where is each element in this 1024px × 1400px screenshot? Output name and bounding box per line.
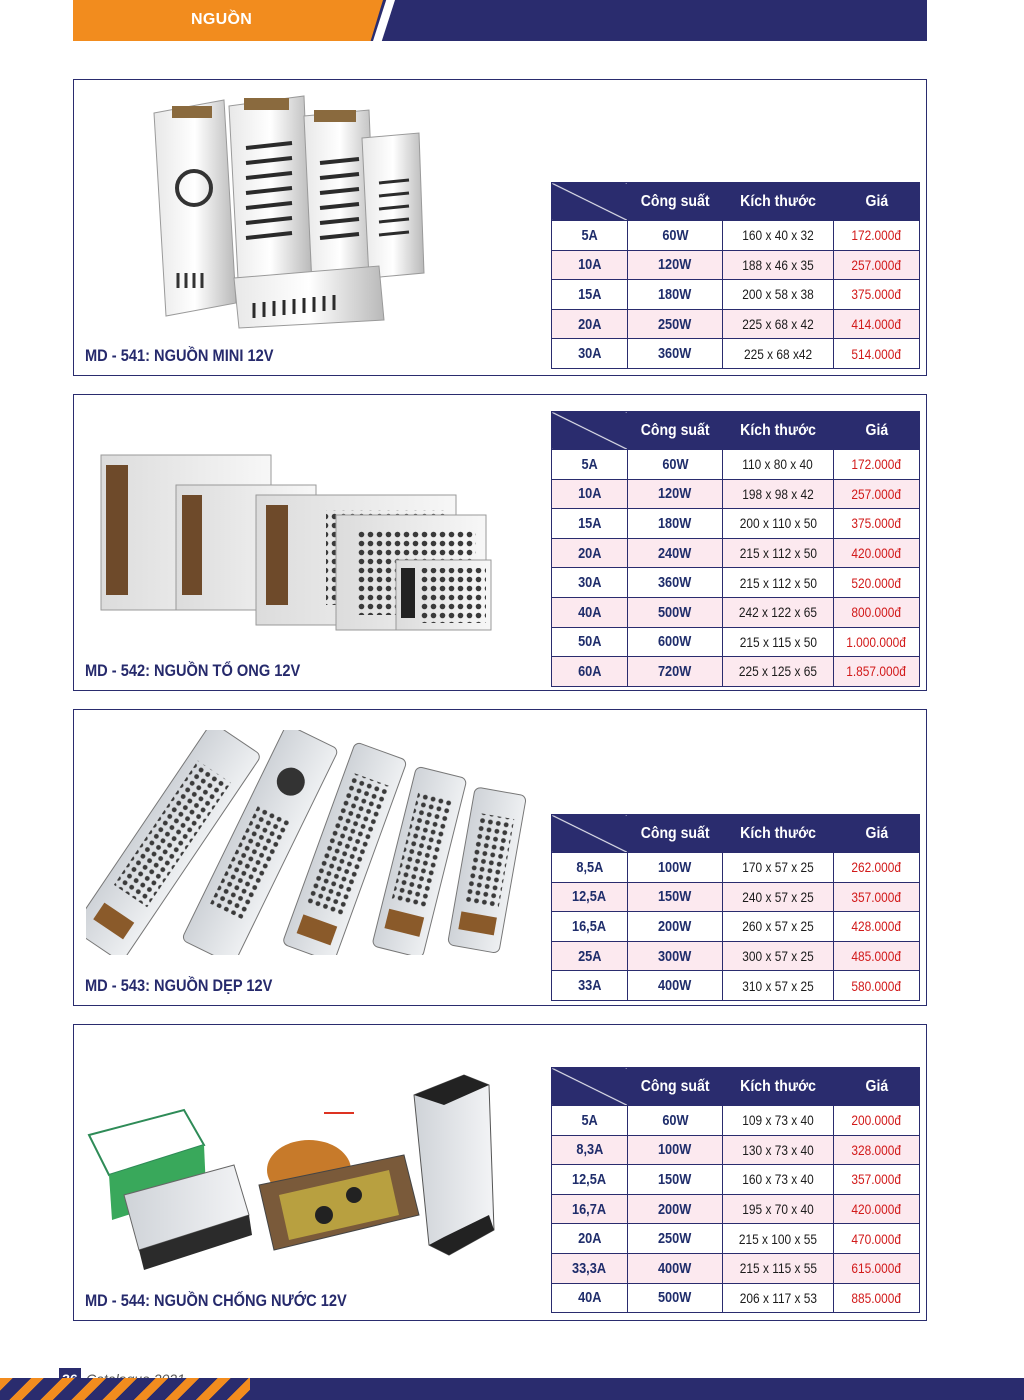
price-cell: 485.000đ bbox=[834, 941, 920, 971]
power-cell: 240W bbox=[628, 538, 723, 568]
current-cell: 5A bbox=[552, 1106, 628, 1136]
current-cell: 16,7A bbox=[552, 1194, 628, 1224]
product-name: MD - 544: NGUỒN CHỐNG NƯỚC 12V bbox=[85, 1291, 347, 1310]
current-cell: 8,5A bbox=[552, 853, 628, 883]
price-cell: 375.000đ bbox=[834, 509, 920, 539]
size-cell: 300 x 57 x 25 bbox=[723, 941, 834, 971]
header-corner-cell bbox=[552, 183, 628, 221]
table-row bbox=[552, 509, 920, 539]
size-cell: 240 x 57 x 25 bbox=[723, 882, 834, 912]
price-cell: 520.000đ bbox=[834, 568, 920, 598]
product-name: MD - 541: NGUỒN MINI 12V bbox=[85, 346, 274, 365]
size-cell: 109 x 73 x 40 bbox=[723, 1106, 834, 1136]
header-corner-cell bbox=[552, 1068, 628, 1106]
current-cell: 16,5A bbox=[552, 912, 628, 942]
size-cell: 200 x 58 x 38 bbox=[723, 280, 834, 310]
product-card-md-542 bbox=[73, 394, 927, 691]
table-row bbox=[552, 882, 920, 912]
price-cell: 262.000đ bbox=[834, 853, 920, 883]
current-cell: 15A bbox=[552, 280, 628, 310]
table-row bbox=[552, 309, 920, 339]
price-cell: 514.000đ bbox=[834, 339, 920, 369]
current-cell: 40A bbox=[552, 597, 628, 627]
size-cell: 242 x 122 x 65 bbox=[723, 597, 834, 627]
current-cell: 15A bbox=[552, 509, 628, 539]
current-cell: 20A bbox=[552, 309, 628, 339]
power-cell: 150W bbox=[628, 1165, 723, 1195]
table-row bbox=[552, 1194, 920, 1224]
price-cell: 800.000đ bbox=[834, 597, 920, 627]
power-cell: 500W bbox=[628, 1283, 723, 1313]
table-row bbox=[552, 221, 920, 251]
slim-power-supply-image bbox=[86, 730, 526, 955]
power-cell: 180W bbox=[628, 280, 723, 310]
power-cell: 300W bbox=[628, 941, 723, 971]
price-cell: 428.000đ bbox=[834, 912, 920, 942]
size-cell: 215 x 100 x 55 bbox=[723, 1224, 834, 1254]
size-cell: 110 x 80 x 40 bbox=[723, 450, 834, 480]
table-row bbox=[552, 853, 920, 883]
price-cell: 580.000đ bbox=[834, 971, 920, 1001]
table-row bbox=[552, 657, 920, 687]
section-header bbox=[73, 0, 927, 41]
size-cell: 195 x 70 x 40 bbox=[723, 1194, 834, 1224]
price-cell: 414.000đ bbox=[834, 309, 920, 339]
price-cell: 328.000đ bbox=[834, 1135, 920, 1165]
table-row bbox=[552, 941, 920, 971]
size-cell: 206 x 117 x 53 bbox=[723, 1283, 834, 1313]
power-cell: 150W bbox=[628, 882, 723, 912]
power-cell: 600W bbox=[628, 627, 723, 657]
table-row bbox=[552, 1224, 920, 1254]
header-price: Giá bbox=[834, 412, 920, 450]
size-cell: 198 x 98 x 42 bbox=[723, 479, 834, 509]
header-corner-cell bbox=[552, 815, 628, 853]
power-cell: 200W bbox=[628, 1194, 723, 1224]
size-cell: 225 x 125 x 65 bbox=[723, 657, 834, 687]
price-cell: 257.000đ bbox=[834, 479, 920, 509]
power-cell: 200W bbox=[628, 912, 723, 942]
size-cell: 215 x 112 x 50 bbox=[723, 568, 834, 598]
current-cell: 30A bbox=[552, 339, 628, 369]
table-row bbox=[552, 1135, 920, 1165]
table-header-row bbox=[552, 1068, 920, 1106]
header-size: Kích thước bbox=[723, 183, 834, 221]
product-name: MD - 543: NGUỒN DẸP 12V bbox=[85, 976, 273, 995]
power-cell: 720W bbox=[628, 657, 723, 687]
header-size: Kích thước bbox=[723, 1068, 834, 1106]
price-cell: 172.000đ bbox=[834, 221, 920, 251]
header-corner-cell bbox=[552, 412, 628, 450]
power-cell: 120W bbox=[628, 479, 723, 509]
size-cell: 260 x 57 x 25 bbox=[723, 912, 834, 942]
size-cell: 215 x 115 x 55 bbox=[723, 1253, 834, 1283]
honeycomb-power-supply-image bbox=[96, 440, 496, 640]
table-row bbox=[552, 1253, 920, 1283]
header-power: Công suất bbox=[628, 412, 723, 450]
power-cell: 250W bbox=[628, 1224, 723, 1254]
size-cell: 225 x 68 x 42 bbox=[723, 309, 834, 339]
size-cell: 170 x 57 x 25 bbox=[723, 853, 834, 883]
price-cell: 420.000đ bbox=[834, 1194, 920, 1224]
spec-table bbox=[551, 182, 920, 369]
price-cell: 615.000đ bbox=[834, 1253, 920, 1283]
spec-table bbox=[551, 411, 920, 687]
power-cell: 400W bbox=[628, 971, 723, 1001]
price-cell: 357.000đ bbox=[834, 882, 920, 912]
spec-table bbox=[551, 814, 920, 1001]
table-row bbox=[552, 450, 920, 480]
table-row bbox=[552, 479, 920, 509]
size-cell: 188 x 46 x 35 bbox=[723, 250, 834, 280]
header-size: Kích thước bbox=[723, 815, 834, 853]
table-row bbox=[552, 568, 920, 598]
price-cell: 420.000đ bbox=[834, 538, 920, 568]
header-power: Công suất bbox=[628, 183, 723, 221]
current-cell: 12,5A bbox=[552, 1165, 628, 1195]
table-header-row bbox=[552, 815, 920, 853]
product-name: MD - 542: NGUỒN TỔ ONG 12V bbox=[85, 661, 301, 680]
current-cell: 40A bbox=[552, 1283, 628, 1313]
current-cell: 20A bbox=[552, 1224, 628, 1254]
table-row bbox=[552, 339, 920, 369]
power-cell: 100W bbox=[628, 853, 723, 883]
size-cell: 160 x 73 x 40 bbox=[723, 1165, 834, 1195]
header-price: Giá bbox=[834, 1068, 920, 1106]
power-cell: 400W bbox=[628, 1253, 723, 1283]
footer-band bbox=[0, 1378, 1024, 1400]
table-row bbox=[552, 1106, 920, 1136]
spec-table bbox=[551, 1067, 920, 1313]
current-cell: 50A bbox=[552, 627, 628, 657]
product-card-md-541 bbox=[73, 79, 927, 376]
current-cell: 60A bbox=[552, 657, 628, 687]
power-cell: 500W bbox=[628, 597, 723, 627]
size-cell: 215 x 115 x 50 bbox=[723, 627, 834, 657]
current-cell: 5A bbox=[552, 450, 628, 480]
size-cell: 225 x 68 x42 bbox=[723, 339, 834, 369]
price-cell: 375.000đ bbox=[834, 280, 920, 310]
current-cell: 33,3A bbox=[552, 1253, 628, 1283]
table-row bbox=[552, 971, 920, 1001]
price-cell: 257.000đ bbox=[834, 250, 920, 280]
power-cell: 180W bbox=[628, 509, 723, 539]
current-cell: 30A bbox=[552, 568, 628, 598]
header-price: Giá bbox=[834, 183, 920, 221]
product-card-md-544 bbox=[73, 1024, 927, 1321]
current-cell: 33A bbox=[552, 971, 628, 1001]
waterproof-power-supply-image bbox=[84, 1065, 524, 1275]
footer-stripes bbox=[0, 1378, 260, 1400]
table-row bbox=[552, 627, 920, 657]
price-cell: 200.000đ bbox=[834, 1106, 920, 1136]
header-size: Kích thước bbox=[723, 412, 834, 450]
power-cell: 360W bbox=[628, 568, 723, 598]
price-cell: 885.000đ bbox=[834, 1283, 920, 1313]
power-cell: 60W bbox=[628, 450, 723, 480]
size-cell: 160 x 40 x 32 bbox=[723, 221, 834, 251]
table-header-row bbox=[552, 412, 920, 450]
table-row bbox=[552, 1283, 920, 1313]
mini-power-supply-image bbox=[144, 88, 434, 333]
price-cell: 470.000đ bbox=[834, 1224, 920, 1254]
header-power: Công suất bbox=[628, 1068, 723, 1106]
product-card-md-543 bbox=[73, 709, 927, 1006]
power-cell: 100W bbox=[628, 1135, 723, 1165]
current-cell: 25A bbox=[552, 941, 628, 971]
power-cell: 360W bbox=[628, 339, 723, 369]
table-header-row bbox=[552, 183, 920, 221]
size-cell: 130 x 73 x 40 bbox=[723, 1135, 834, 1165]
price-cell: 1.857.000đ bbox=[834, 657, 920, 687]
current-cell: 5A bbox=[552, 221, 628, 251]
power-cell: 60W bbox=[628, 221, 723, 251]
header-power: Công suất bbox=[628, 815, 723, 853]
size-cell: 310 x 57 x 25 bbox=[723, 971, 834, 1001]
power-cell: 60W bbox=[628, 1106, 723, 1136]
current-cell: 8,3A bbox=[552, 1135, 628, 1165]
price-cell: 172.000đ bbox=[834, 450, 920, 480]
header-price: Giá bbox=[834, 815, 920, 853]
current-cell: 12,5A bbox=[552, 882, 628, 912]
price-cell: 1.000.000đ bbox=[834, 627, 920, 657]
table-row bbox=[552, 250, 920, 280]
current-cell: 10A bbox=[552, 479, 628, 509]
size-cell: 200 x 110 x 50 bbox=[723, 509, 834, 539]
power-cell: 120W bbox=[628, 250, 723, 280]
table-row bbox=[552, 912, 920, 942]
section-title: NGUỒN bbox=[191, 11, 253, 28]
table-row bbox=[552, 280, 920, 310]
table-row bbox=[552, 538, 920, 568]
table-row bbox=[552, 1165, 920, 1195]
current-cell: 10A bbox=[552, 250, 628, 280]
current-cell: 20A bbox=[552, 538, 628, 568]
power-cell: 250W bbox=[628, 309, 723, 339]
price-cell: 357.000đ bbox=[834, 1165, 920, 1195]
size-cell: 215 x 112 x 50 bbox=[723, 538, 834, 568]
table-row bbox=[552, 597, 920, 627]
footer-navy-band bbox=[250, 1378, 1024, 1400]
